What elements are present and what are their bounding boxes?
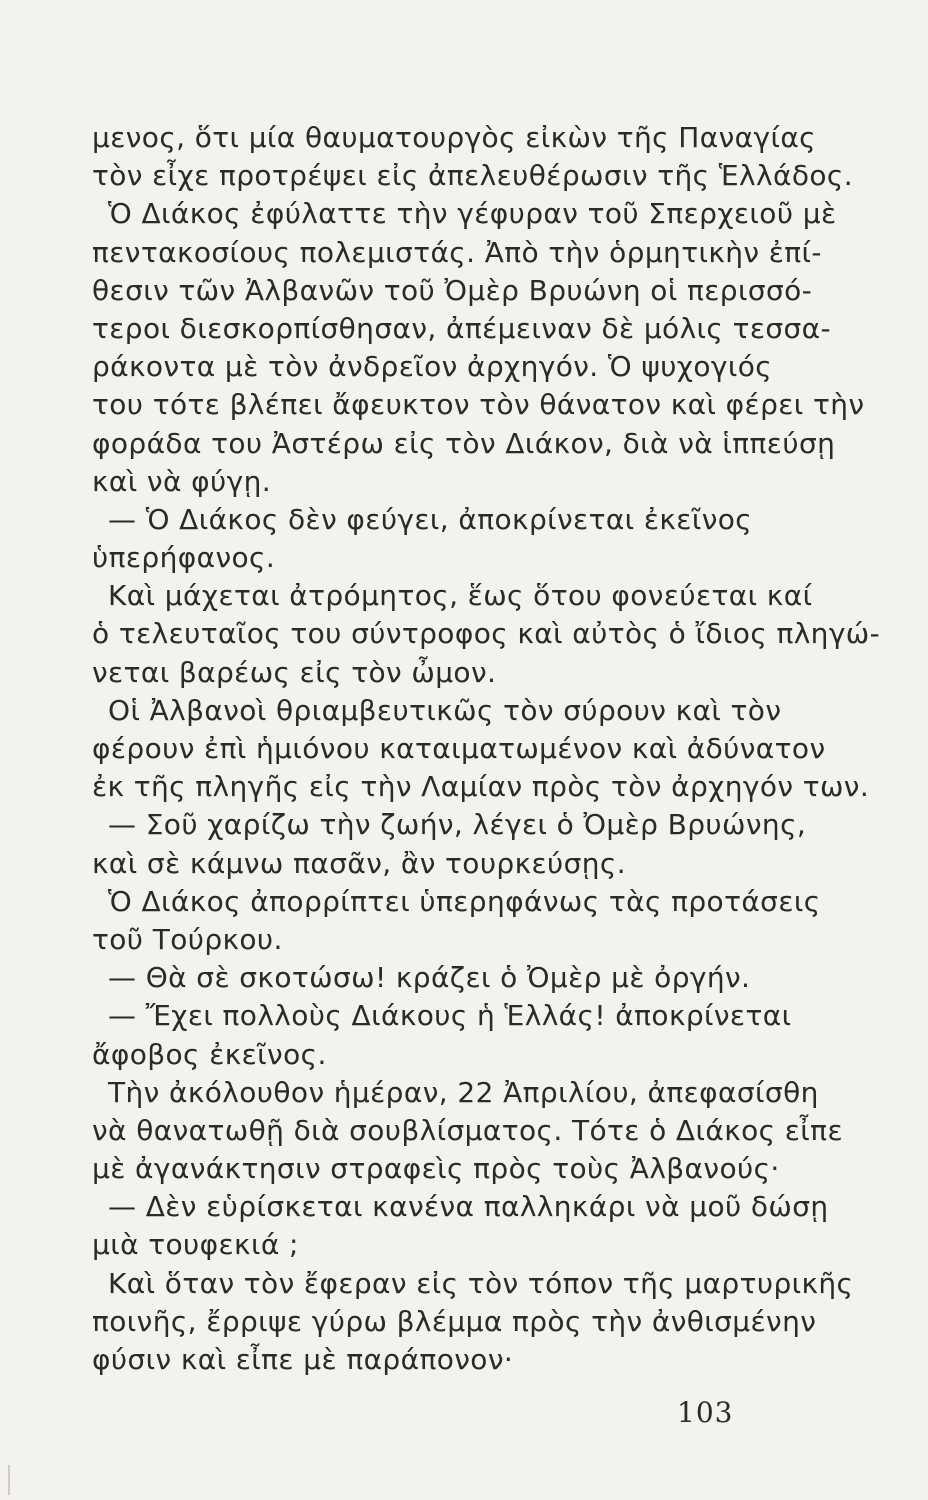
text-line: τοῦ Τούρκου. [92, 922, 283, 956]
text-line: τεροι διεσκορπίσθησαν, ἀπέμειναν δὲ μόλις τεσσα- [92, 311, 832, 345]
body-text [92, 119, 881, 1379]
text-line: μενος, ὅτι μία θαυματουργὸς εἰκὼν τῆς Παναγίας [92, 121, 817, 154]
text-line: — Δὲν εὑρίσκεται κανένα παλληκάρι νὰ μοῦ δώσῃ [108, 1190, 829, 1224]
text-line: μὲ ἀγανάκτησιν στραφεὶς πρὸς τοὺς Ἀλβανούς· [92, 1152, 780, 1186]
text-line: ὑπερήφανος. [92, 541, 276, 575]
page-edge-mark [8, 1465, 10, 1495]
text-line: ράκοντα μὲ τὸν ἀνδρεῖον ἀρχηγόν. Ὁ ψυχογιός [92, 350, 773, 384]
text-line: μιὰ τουφεκιά ; [92, 1228, 299, 1262]
text-line: Καὶ μάχεται ἀτρόμητος, ἕως ὅτου φονεύεται καί [108, 579, 813, 613]
text-line: Καὶ ὅταν τὸν ἔφεραν εἰς τὸν τόπον τῆς μαρτυρικῆς [108, 1266, 854, 1300]
text-line: — Ὁ Διάκος δὲν φεύγει, ἀποκρίνεται ἐκεῖνος [108, 502, 753, 536]
text-line: Ὁ Διάκος ἐφύλαττε τὴν γέφυραν τοῦ Σπερχειοῦ μὲ [108, 197, 837, 231]
text-line: — Θὰ σὲ σκοτώσω! κράζει ὁ Ὀμὲρ μὲ ὀργήν. [108, 961, 751, 995]
text-line: φέρουν ἐπὶ ἡμιόνου καταιματωμένον καὶ ἀδύνατον [92, 732, 826, 765]
text-line: Ὁ Διάκος ἀπορρίπτει ὑπερηφάνως τὰς προτάσεις [108, 884, 821, 918]
text-line: του τότε βλέπει ἄφευκτον τὸν θάνατον καὶ φέρει τὴν [92, 388, 865, 422]
text-line: νὰ θανατωθῇ διὰ σουβλίσματος. Τότε ὁ Διάκος εἶπε [92, 1113, 843, 1147]
text-line: φύσιν καὶ εἶπε μὲ παράπονον· [92, 1343, 514, 1376]
text-line: ὁ τελευταῖος του σύντροφος καὶ αὐτὸς ὁ ἴδιος πληγώ- [92, 617, 881, 651]
text-line: νεται βαρέως εἰς τὸν ὦμον. [92, 655, 497, 689]
text-line: ἐκ τῆς πληγῆς εἰς τὴν Λαμίαν πρὸς τὸν ἀρχηγόν των. [92, 770, 870, 804]
text-line: Οἱ Ἀλβανοὶ θριαμβευτικῶς τὸν σύρουν καὶ τὸν [108, 693, 782, 727]
text-line: θεσιν τῶν Ἀλβανῶν τοῦ Ὀμὲρ Βρυώνη οἱ περισσό- [92, 273, 813, 307]
text-line: φοράδα του Ἀστέρω εἰς τὸν Διάκον, διὰ νὰ ἱππεύσῃ [92, 426, 836, 460]
page-number: 103 [677, 1396, 734, 1429]
text-line: τὸν εἶχε προτρέψει εἰς ἀπελευθέρωσιν τῆς Ἑλλάδος. [92, 159, 854, 193]
text-line: πεντακοσίους πολεμιστάς. Ἀπὸ τὴν ὁρμητικὴν ἐπί- [92, 235, 822, 269]
text-line: καὶ νὰ φύγῃ. [92, 464, 272, 498]
text-line: ποινῆς, ἔρριψε γύρω βλέμμα πρὸς τὴν ἀνθισμένην [92, 1304, 817, 1338]
text-line: καὶ σὲ κάμνω πασᾶν, ἂν τουρκεύσῃς. [92, 846, 627, 880]
text-line: Τὴν ἀκόλουθον ἡμέραν, 22 Ἀπριλίου, ἀπεφασίσθη [108, 1075, 819, 1109]
text-line: — Ἔχει πολλοὺς Διάκους ἡ Ἑλλάς! ἀποκρίνεται [108, 999, 792, 1033]
text-line: — Σοῦ χαρίζω τὴν ζωήν, λέγει ὁ Ὀμὲρ Βρυώνης, [108, 808, 807, 842]
text-line: ἄφοβος ἐκεῖνος. [92, 1037, 327, 1071]
